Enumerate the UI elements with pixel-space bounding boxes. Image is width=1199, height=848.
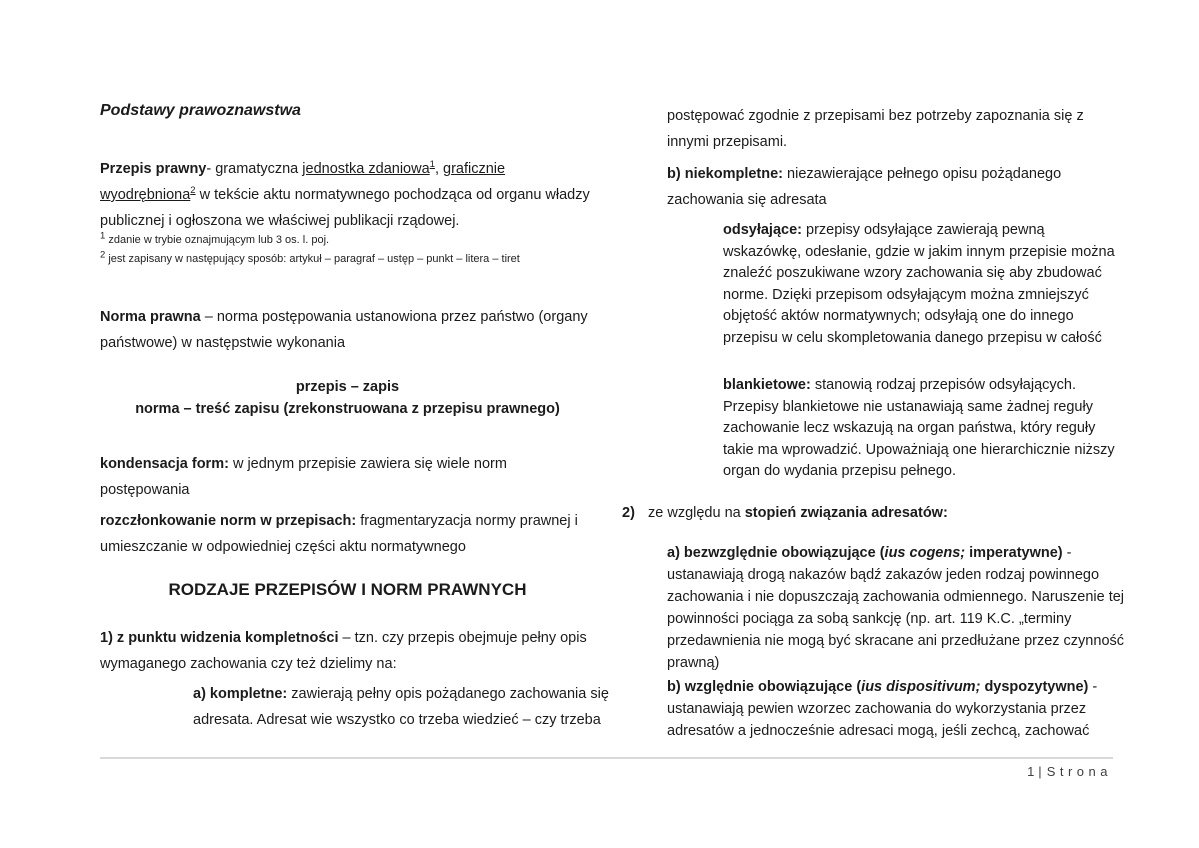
term-kompletne: a) kompletne: [193,686,288,702]
term-blankietowe: blankietowe: [723,377,811,393]
list-item-2: 2) ze względu na stopień związania adresatów: [622,502,1122,524]
footer-divider [100,757,1113,759]
list-item-2b-wzglednie: b) względnie obowiązujące (ius dispositivum; dyspozytywne) - ustanawiają pewien wzorzec zachowania do wykorzystania przez adresatów a jednocześnie adresaci mogą, jeśli zechcą, zachować [667,679,1098,739]
latin-ius-dispositivum: ius dispositivum; [861,679,981,695]
term-niekompletne: b) niekompletne: [667,166,784,182]
paragraph-continuation: postępować zgodnie z przepisami bez potrzeby zapoznania się z innymi przepisami. [667,108,1084,150]
paragraph-norma-prawna: Norma prawna – norma postępowania ustanowiona przez państwo (organy państwowe) w następstwie wykonania [100,309,588,351]
document-title: Podstawy prawoznawstwa [100,102,301,119]
list-item-1: 1) z punktu widzenia kompletności – tzn. czy przepis obejmuje pełny opis wymaganego zachowania czy też dzielimy na: [100,630,587,672]
centered-definition [100,376,595,420]
footer-label: Strona [1046,764,1112,779]
paragraph-rozczlonkowanie: rozczłonkowanie norm w przepisach: fragmentaryzacja normy prawnej i umieszczanie w odpowiedniej części aktu normatywnego [100,513,578,555]
footnote-2: $^2$ jest zapisany w następujący sposób: artykuł – paragraf – ustęp – punkt – litera – tiret [100,249,520,265]
page-number: 1 [1027,764,1035,779]
footnotes [100,231,620,269]
underlined-graficznie-wyodrebniona: graficznie wyodrębniona [100,161,506,203]
footnote-1: $^1$ zdanie w trybie oznajmującym lub 3 os. l. poj. [100,230,330,246]
paragraph-przepis-prawny: Przepis prawny- gramatyczna jednostka zdaniowa$^1$, graficznie wyodrębniona$^2$ w tekście aktu normatywnego pochodząca od organu władzy publicznej i ogłoszona we właściwej publikacji rządowej. [100,159,590,229]
section-heading: RODZAJE PRZEPISÓW I NORM PRAWNYCH [168,580,527,599]
list-item-2a-bezwzglednie: a) bezwzględnie obowiązujące (ius cogens; imperatywne) - ustanawiają drogą nakazów bądź zakazów jeden rodzaj powinnego zachowania i nie dopuszczają zachowania odmiennego. Naruszenie tej powinności pociąga za sobą sankcję (np. art. 119 K.C. „terminy przedawnienia nie mogą być skracane ani przedłużane przez czynność prawną) [667,545,1125,671]
term-rozczlonkowanie: rozczłonkowanie norm w przepisach: [100,513,357,529]
term-norma-prawna: Norma prawna [100,309,201,325]
term-bezwzglednie: a) bezwzględnie obowiązujące ( [667,545,885,561]
footnote-1-marker: 1 [100,230,106,242]
latin-ius-cogens: ius cogens; [884,545,966,561]
paragraph-kondensacja: kondensacja form: w jednym przepisie zawiera się wiele norm postępowania [100,456,507,498]
centered-line-1: przepis – zapis [295,379,400,395]
list-item-1a-kompletne: a) kompletne: zawierają pełny opis pożądanego zachowania się adresata. Adresat wie wszystko co trzeba wiedzieć – czy trzeba [193,686,609,728]
list-item-2-number: 2) [622,505,635,521]
paragraph-odsylajace: odsyłające: przepisy odsyłające zawierają pewną wskazówkę, odesłanie, gdzie w jakim innym przepisie można znaleźć poszukiwane wzory zachowania się aby zbudować norme. Dzięki przepisom odsyłającym można zmniejszyć objętość aktów normatywnych; odsyłają one do innego przepisu w celu skompletowania danego przepisu w całość [723,222,1115,346]
term-odsylajace: odsyłające: [723,222,802,238]
term-kondensacja: kondensacja form: [100,456,229,472]
footnote-ref-2: 2 [190,185,196,197]
term-stopien-zwiazania: stopień związania adresatów: [744,505,948,521]
list-item-1-lead: 1) z punktu widzenia kompletności [100,630,339,646]
footnote-ref-1: 1 [429,159,435,171]
list-item-1b-niekompletne: b) niekompletne: niezawierające pełnego opisu pożądanego zachowania się adresata [667,166,1062,208]
centered-line-2: norma – treść zapisu (zrekonstruowana z przepisu prawnego) [135,401,560,417]
underlined-jednostka-zdaniowa: jednostka zdaniowa [302,161,430,177]
footnote-2-marker: 2 [100,249,106,261]
page-footer [100,764,1112,779]
paragraph-blankietowe: blankietowe: stanowią rodzaj przepisów odsyłających. Przepisy blankietowe nie ustanawiają same żadnej reguły zachowanie lecz wskazują na organ państwa, który reguły takie ma wprowadzić. Upoważniają one hierarchicznie niższy organ do wydania przepisu pełnego. [723,377,1115,479]
footer-separator: | [1038,764,1042,779]
term-wzglednie: b) względnie obowiązujące ( [667,679,862,695]
term-przepis-prawny: Przepis prawny [100,161,207,177]
